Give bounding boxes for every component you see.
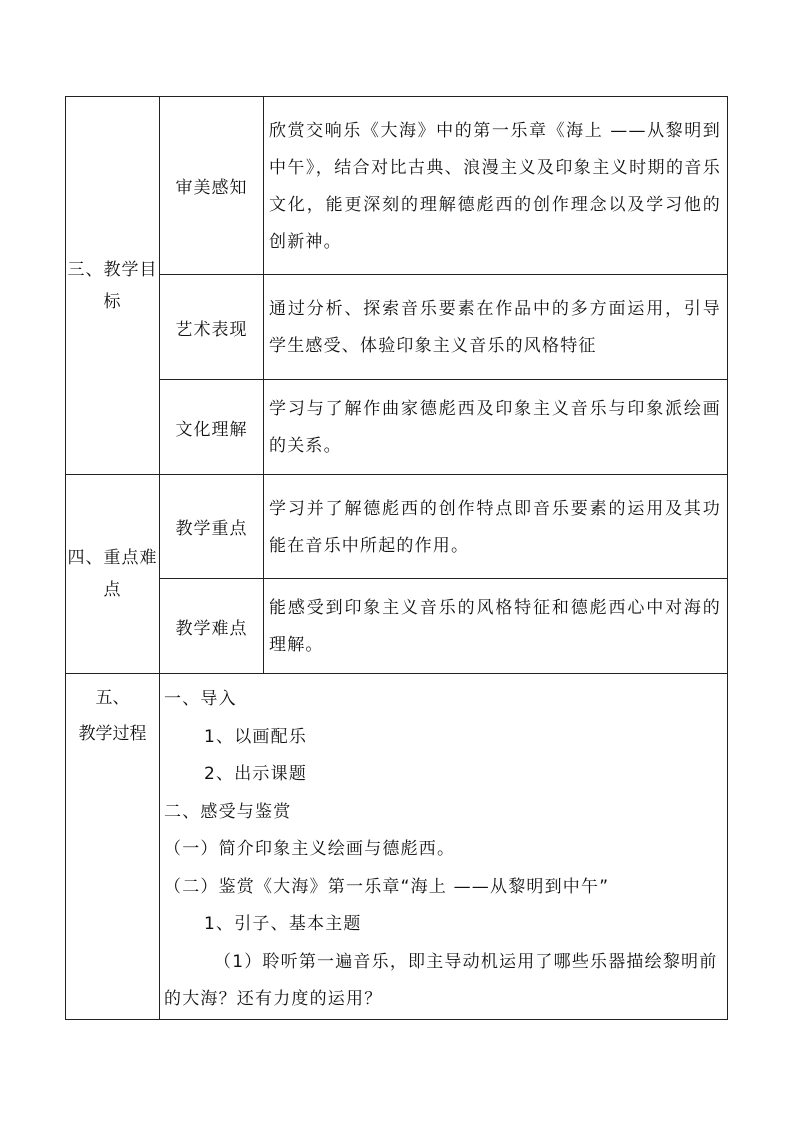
process-label-line2: 教学过程 [78, 724, 147, 744]
cell-teaching-process [160, 674, 728, 1020]
process-line: 1、引子、基本主题 [204, 914, 362, 934]
process-label-line1: 五、 [95, 688, 130, 708]
table-row [66, 380, 728, 475]
table-row [66, 275, 728, 380]
cell-aesthetic-perception: 欣赏交响乐《大海》中的第一乐章《海上 ——从黎明到中午》，结合对比古典、浪漫主义及印象主义时期的音乐文化，能更深刻的理解德彪西的创作理念以及学习他的创新神。 [264, 97, 728, 275]
section-label-teaching-process [66, 674, 160, 1020]
process-line: 一、导入 [164, 689, 237, 709]
sub-label-teaching-difficulty: 教学难点 [160, 579, 264, 674]
sub-label-artistic-expression: 艺术表现 [160, 275, 264, 380]
table-row [66, 674, 728, 1020]
process-line-wrapped: （1）聆听第一遍音乐，即主导动机运用了哪些乐器描绘黎明前的大海？还有力度的运用？ [164, 951, 718, 1009]
sub-label-aesthetic-perception: 审美感知 [160, 97, 264, 275]
process-line: 1、以画配乐 [204, 726, 308, 747]
table-row [66, 97, 728, 275]
section-label-teaching-goals: 三、教学目标 [66, 97, 160, 475]
section-label-key-points: 四、重点难点 [66, 475, 160, 674]
cell-teaching-focus: 学习并了解德彪西的创作特点即音乐要素的运用及其功能在音乐中所起的作用。 [264, 475, 728, 579]
process-line: （二）鉴赏《大海》第一乐章“海上 ——从黎明到中午” [164, 876, 610, 897]
cell-artistic-expression: 通过分析、探索音乐要素在作品中的多方面运用，引导学生感受、体验印象主义音乐的风格特征 [264, 275, 728, 380]
process-line: （一）简介印象主义绘画与德彪西。 [164, 839, 456, 859]
sub-label-teaching-focus: 教学重点 [160, 475, 264, 579]
cell-cultural-understanding: 学习与了解作曲家德彪西及印象主义音乐与印象派绘画的关系。 [264, 380, 728, 475]
cell-teaching-difficulty: 能感受到印象主义音乐的风格特征和德彪西心中对海的理解。 [264, 579, 728, 674]
process-line: 2、出示课题 [204, 764, 308, 784]
table-row [66, 475, 728, 579]
lesson-plan-table [65, 96, 728, 1020]
table-row [66, 579, 728, 674]
sub-label-cultural-understanding: 文化理解 [160, 380, 264, 475]
process-line: 二、感受与鉴赏 [164, 801, 292, 822]
